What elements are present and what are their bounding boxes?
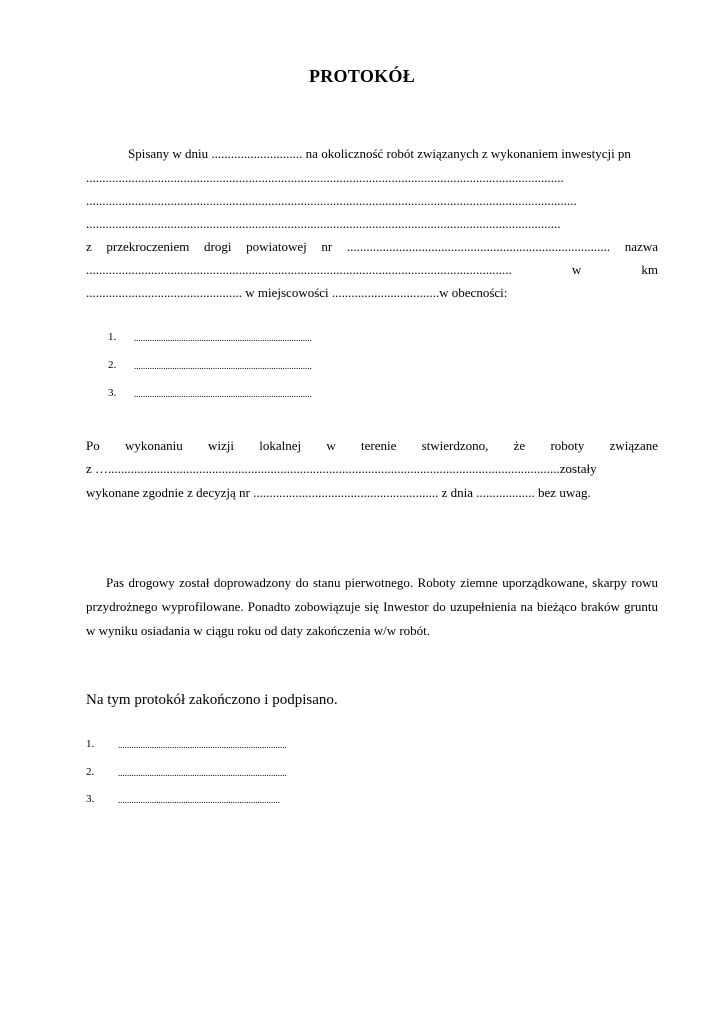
- restoration-paragraph: Pas drogowy został doprowadzony do stanu pierwotnego. Roboty ziemne uporządkowane, skarpy rowu przydrożnego wyprofilowane. Ponadto zobowiązuje się Inwestor do uzupełnienia na bieżąco braków gruntu w wyniku osiadania w ciągu roku od daty zakończenia w/w robót.: [86, 575, 658, 638]
- document-title: PROTOKÓŁ: [308, 66, 416, 86]
- attendee-line-2: ...............................................................................: [134, 361, 312, 371]
- attendee-number-3: 3.: [108, 387, 117, 399]
- intro-line-3: .......................................................................................................................................................: [86, 193, 577, 208]
- intro-line-6: ................................................................................................................................... w km: [86, 262, 658, 277]
- signature-number-1: 1.: [86, 738, 95, 750]
- findings-line-3: wykonane zgodnie z decyzją nr ......................................................... z dnia .................. bez uwag.: [86, 485, 591, 500]
- intro-line-7: ................................................ w miejscowości .................................w obecności:: [86, 285, 508, 300]
- findings-line-1: Po wykonaniu wizji lokalnej w terenie stwierdzono, że roboty związane: [86, 438, 658, 453]
- attendee-number-1: 1.: [108, 331, 117, 343]
- intro-line-1: Spisany w dniu ............................ na okoliczność robót związanych z wykonaniem inwestycji pn: [128, 146, 631, 161]
- closing-statement: Na tym protokół zakończono i podpisano.: [86, 692, 338, 708]
- attendee-number-2: 2.: [108, 359, 117, 371]
- attendee-line-1: ...............................................................................: [134, 333, 312, 343]
- signature-line-3: ........................................................................: [118, 795, 280, 805]
- signature-line-2: ...........................................................................: [118, 768, 287, 778]
- signature-line-1: ...........................................................................: [118, 740, 287, 750]
- attendee-line-3: ...............................................................................: [134, 389, 312, 399]
- findings-line-2: z …...........................................................................................................................................zostały: [86, 461, 597, 476]
- signature-number-2: 2.: [86, 766, 95, 778]
- signature-number-3: 3.: [86, 793, 95, 805]
- intro-line-2: ...................................................................................................................................................: [86, 170, 564, 185]
- intro-line-4: ..................................................................................................................................................: [86, 216, 561, 231]
- intro-line-5: z przekroczeniem drogi powiatowej nr ................................................................................. nazwa: [86, 239, 658, 254]
